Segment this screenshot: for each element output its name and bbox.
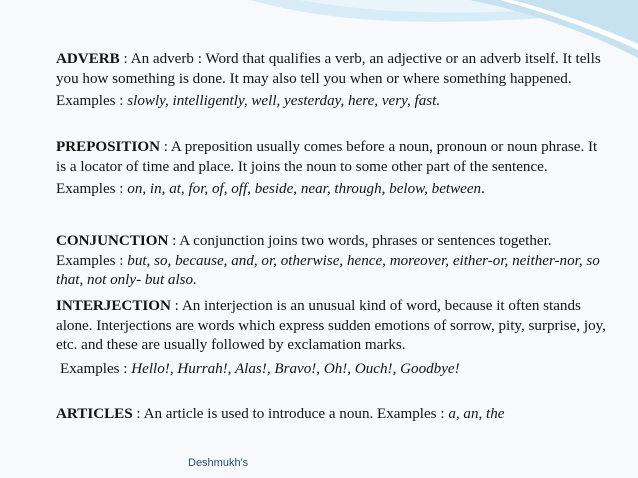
examples-list: but, so, because, and, or, otherwise, hence, moreover, either-or, neither-nor, so that, not only- but also. <box>56 252 600 288</box>
adverb-examples <box>56 92 606 112</box>
section-conjunction <box>56 232 606 291</box>
articles-definition <box>56 405 606 425</box>
examples-label: Examples : <box>56 93 128 109</box>
preposition-definition <box>56 138 606 177</box>
section-articles <box>56 405 606 425</box>
separator: : <box>119 51 131 67</box>
interjection-examples <box>56 360 606 380</box>
definition-text: An adverb : Word that qualifies a verb, an adjective or an adverb itself. It tells you how something is done. It may also tell you when or where something happened. <box>56 51 601 87</box>
definition-text: An interjection is an unusual kind of word, because it often stands alone. Interjections are words which express sudden emotions of sorrow, pity, surprise, joy, etc. and these are usually followed by exclamation marks. <box>56 298 606 353</box>
slide-footer: Deshmukh's <box>188 457 249 469</box>
preposition-examples <box>56 180 606 200</box>
term-label: ADVERB <box>56 51 120 67</box>
definition-text: A preposition usually comes before a noun, pronoun or noun phrase. It is a locator of time and place. It joins the noun to some other part of the sentence. <box>56 139 598 175</box>
separator: : <box>168 233 180 249</box>
conjunction-definition <box>56 232 606 291</box>
term-label: CONJUNCTION <box>56 233 169 249</box>
definition-text: An article is used to introduce a noun. Examples : <box>143 406 449 422</box>
section-preposition <box>56 138 606 200</box>
examples-list: slowly, intelligently, well, yesterday, here, very, fast. <box>127 93 441 109</box>
examples-label: Examples : <box>56 181 128 197</box>
definition-text: A conjunction joins two words, phrases or sentences together. Examples : <box>56 233 552 269</box>
interjection-definition <box>56 297 606 356</box>
adverb-definition <box>56 50 606 89</box>
examples-list: a, an, the <box>448 406 505 422</box>
examples-list: on, in, at, for, of, off, beside, near, through, below, between <box>127 181 482 197</box>
separator: : <box>170 298 182 314</box>
section-interjection <box>56 297 606 379</box>
separator: : <box>160 139 171 155</box>
separator: : <box>132 406 144 422</box>
term-label: ARTICLES <box>56 406 133 422</box>
examples-label: Examples : <box>60 360 132 377</box>
examples-tail: . <box>481 181 485 197</box>
section-adverb <box>56 50 606 112</box>
term-label: INTERJECTION <box>56 298 171 314</box>
term-label: PREPOSITION <box>56 139 160 155</box>
examples-list: Hello!, Hurrah!, Alas!, Bravo!, Oh!, Ouch!, Goodbye! <box>131 360 460 377</box>
